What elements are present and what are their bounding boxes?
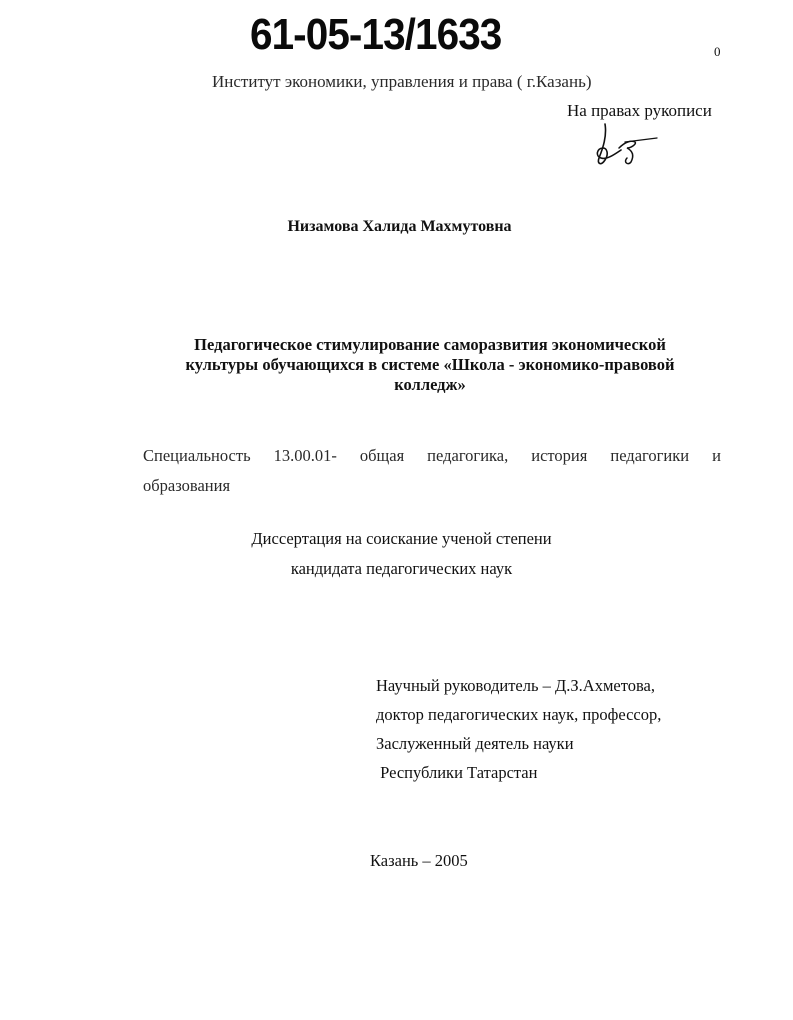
institute-name: Институт экономики, управления и права ( г.Казань) xyxy=(212,72,592,91)
specialty-line xyxy=(143,441,721,471)
specialty-word: педагогика, xyxy=(427,446,509,465)
specialty-word: Специальность xyxy=(143,446,251,465)
specialty-word: общая xyxy=(359,446,405,465)
specialty-word: и xyxy=(712,446,721,465)
city-year: Казань – 2005 xyxy=(370,851,468,870)
supervisor-line: Научный руководитель – Д.З.Ахметова, xyxy=(376,676,655,695)
specialty-block xyxy=(143,441,721,501)
specialty-continuation: образования xyxy=(143,476,231,495)
supervisor-line: доктор педагогических наук, профессор, xyxy=(376,705,662,724)
author-name: Низамова Халида Махмутовна xyxy=(287,218,512,235)
dissertation-degree-line: Диссертация на соискание ученой степени xyxy=(251,529,552,548)
specialty-word: история xyxy=(531,446,588,465)
dissertation-title xyxy=(150,335,710,395)
title-line: колледж» xyxy=(394,375,466,394)
supervisor-line: Заслуженный деятель науки xyxy=(376,734,574,753)
signature-icon xyxy=(585,118,665,176)
dissertation-degree-line: кандидата педагогических наук xyxy=(290,559,513,578)
title-line: культуры обучающихся в системе «Школа - экономико-правовой xyxy=(185,355,675,374)
title-line: Педагогическое стимулирование саморазвития экономической xyxy=(194,335,666,354)
supervisor-line: Республики Татарстан xyxy=(376,763,538,782)
page-marker: 0 xyxy=(714,44,721,59)
specialty-word: 13.00.01- xyxy=(273,446,337,465)
manuscript-rights-note: На правах рукописи xyxy=(567,101,712,120)
document-registration-number: 61-05-13/1633 xyxy=(250,10,502,59)
specialty-word: педагогики xyxy=(610,446,690,465)
